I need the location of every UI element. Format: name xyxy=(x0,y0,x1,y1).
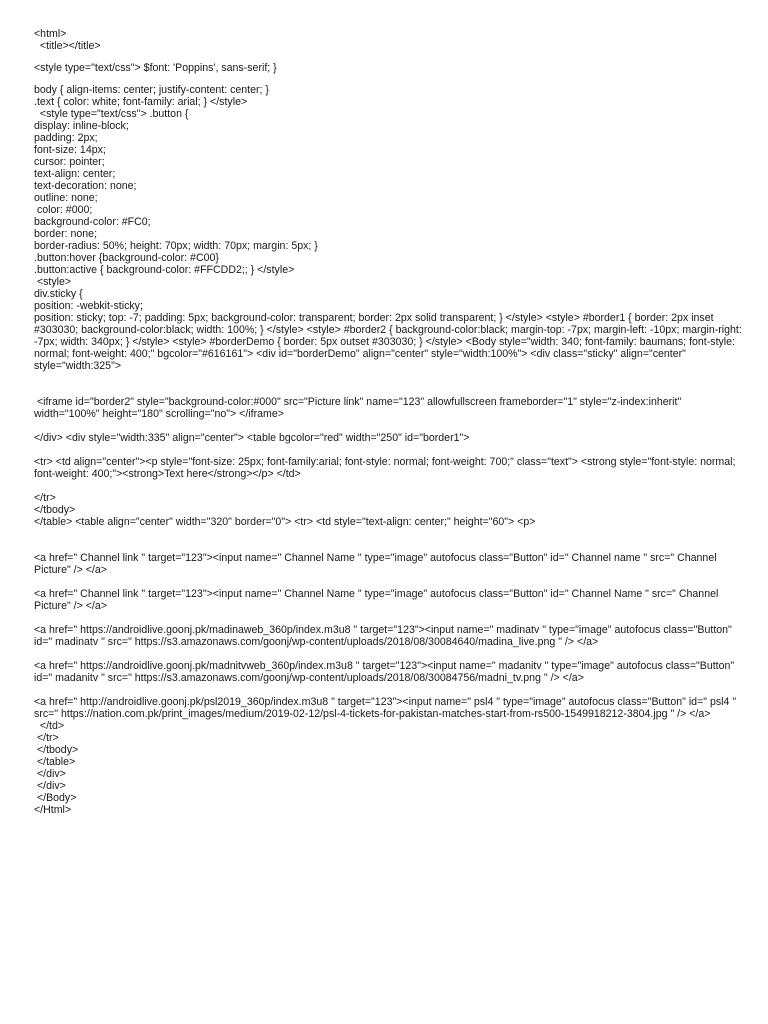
block-spacer xyxy=(34,480,744,492)
code-line: cursor: pointer; xyxy=(34,156,105,168)
code-line: </Body> xyxy=(34,792,77,804)
code-line: .text { color: white; font-family: arial; } </style> xyxy=(34,96,248,108)
code-line: div.sticky { xyxy=(34,288,83,300)
block-spacer xyxy=(34,420,744,432)
code-line: background-color: #FC0; xyxy=(34,216,151,228)
block-spacer xyxy=(34,648,744,660)
code-line: border-radius: 50%; height: 70px; width: 70px; margin: 5px; } xyxy=(34,240,318,252)
code-line: <html> xyxy=(34,28,67,40)
code-line: </Html> xyxy=(34,804,72,816)
code-line: <title></title> xyxy=(34,40,101,52)
code-line: <a href=" https://androidlive.goonj.pk/madinaweb_360p/index.m3u8 " target="123"><input name=" madinatv " type="image" autofocus class="Button" id=" madinatv " src=" https://s3.amazonaws.com/goonj/wp-content/uploads/2018/08/30084640/madina_live.png " /> </a> xyxy=(34,624,735,648)
code-line: <a href=" http://androidlive.goonj.pk/psl2019_360p/index.m3u8 " target="123"><input name=" psl4 " type="image" autofocus class="Button" id=" psl4 " src=" https://nation.com.pk/print_images/medium/2019-02-12/psl-4-tickets-for-pakistan-matches-start-from-rs500-1549918212-3804.jpg " /> </a> xyxy=(34,696,740,720)
code-line: text-align: center; xyxy=(34,168,116,180)
code-line: border: none; xyxy=(34,228,98,240)
code-line: </tr> xyxy=(34,732,59,744)
code-block xyxy=(34,588,744,612)
code-line: <a href=" https://androidlive.goonj.pk/madnitvweb_360p/index.m3u8 " target="123"><input name=" madanitv " type="image" autofocus class="Button" id=" madanitv " src=" https://s3.amazonaws.com/goonj/wp-content/uploads/2018/08/30084756/madni_tv.png " /> </a> xyxy=(34,660,738,684)
code-line: position: -webkit-sticky; xyxy=(34,300,143,312)
code-block xyxy=(34,84,744,372)
code-line: </tbody> xyxy=(34,504,76,516)
code-block xyxy=(34,624,744,648)
code-line: .button:hover {background-color: #C00} xyxy=(34,252,219,264)
code-line: <a href=" Channel link " target="123"><input name=" Channel Name " type="image" autofocus class="Button" id=" Channel name " src=" Channel Picture" /> </a> xyxy=(34,552,720,576)
code-line: </div> <div style="width:335" align="center"> <table bgcolor="red" width="250" id="border1"> xyxy=(34,432,470,444)
code-line: </tr> xyxy=(34,492,56,504)
code-line: display: inline-block; xyxy=(34,120,129,132)
code-block xyxy=(34,28,744,52)
code-block xyxy=(34,552,744,576)
code-block xyxy=(34,492,744,528)
code-line: <style> xyxy=(34,276,72,288)
block-spacer xyxy=(34,528,744,552)
block-spacer xyxy=(34,52,744,62)
code-block xyxy=(34,456,744,480)
code-line: </td> xyxy=(34,720,65,732)
code-block xyxy=(34,432,744,444)
code-line: text-decoration: none; xyxy=(34,180,137,192)
block-spacer xyxy=(34,684,744,696)
block-spacer xyxy=(34,372,744,396)
code-line: </div> xyxy=(34,768,66,780)
code-block xyxy=(34,660,744,684)
code-line: padding: 2px; xyxy=(34,132,98,144)
code-line: <style type="text/css"> $font: 'Poppins', sans-serif; } xyxy=(34,62,277,74)
code-line: </div> xyxy=(34,780,66,792)
block-spacer xyxy=(34,576,744,588)
code-line: body { align-items: center; justify-content: center; } xyxy=(34,84,269,96)
block-spacer xyxy=(34,74,744,84)
code-block xyxy=(34,62,744,74)
code-block xyxy=(34,696,744,816)
code-document xyxy=(34,28,744,816)
code-line: <style type="text/css"> .button { xyxy=(34,108,189,120)
code-block xyxy=(34,396,744,420)
code-line: <tr> <td align="center"><p style="font-size: 25px; font-family:arial; font-style: normal; font-weight: 700;" class="text"> <strong style="font-style: normal; font-weight: 400;"><strong>Text here</strong></p> </td> xyxy=(34,456,739,480)
code-line: </table> xyxy=(34,756,76,768)
code-line: outline: none; xyxy=(34,192,98,204)
code-line: </table> <table align="center" width="320" border="0"> <tr> <td style="text-align: center;" height="60"> <p> xyxy=(34,516,536,528)
code-line: font-size: 14px; xyxy=(34,144,106,156)
code-line: <a href=" Channel link " target="123"><input name=" Channel Name " type="image" autofocus class="Button" id=" Channel Name " src=" Channel Picture" /> </a> xyxy=(34,588,722,612)
code-line: <iframe id="border2" style="background-color:#000" src="Picture link" name="123" allowfullscreen frameborder="1" style="z-index:inherit" width="100%" height="180" scrolling="no"> </iframe> xyxy=(34,396,685,420)
block-spacer xyxy=(34,612,744,624)
block-spacer xyxy=(34,444,744,456)
code-line: </tbody> xyxy=(34,744,79,756)
code-line: position: sticky; top: -7; padding: 5px; background-color: transparent; border: 2px solid transparent; } </style> <style> #border1 { border: 2px inset #303030; background-color:black; width: 100%; } </style> <style> #border2 { background-color:black; margin-top: -7px; margin-left: -10px; margin-right: -7px; width: 340px; } </style> <style> #borderDemo { border: 5px outset #303030; } </style> <Body style="width: 340; font-family: baumans; font-style: normal; font-weight: 400;" bgcolor="#616161"> <div id="borderDemo" align="center" style="width:100%"> <div class="sticky" align="center" style="width:325"> xyxy=(34,312,745,372)
code-line: color: #000; xyxy=(34,204,93,216)
code-line: .button:active { background-color: #FFCDD2;; } </style> xyxy=(34,264,295,276)
